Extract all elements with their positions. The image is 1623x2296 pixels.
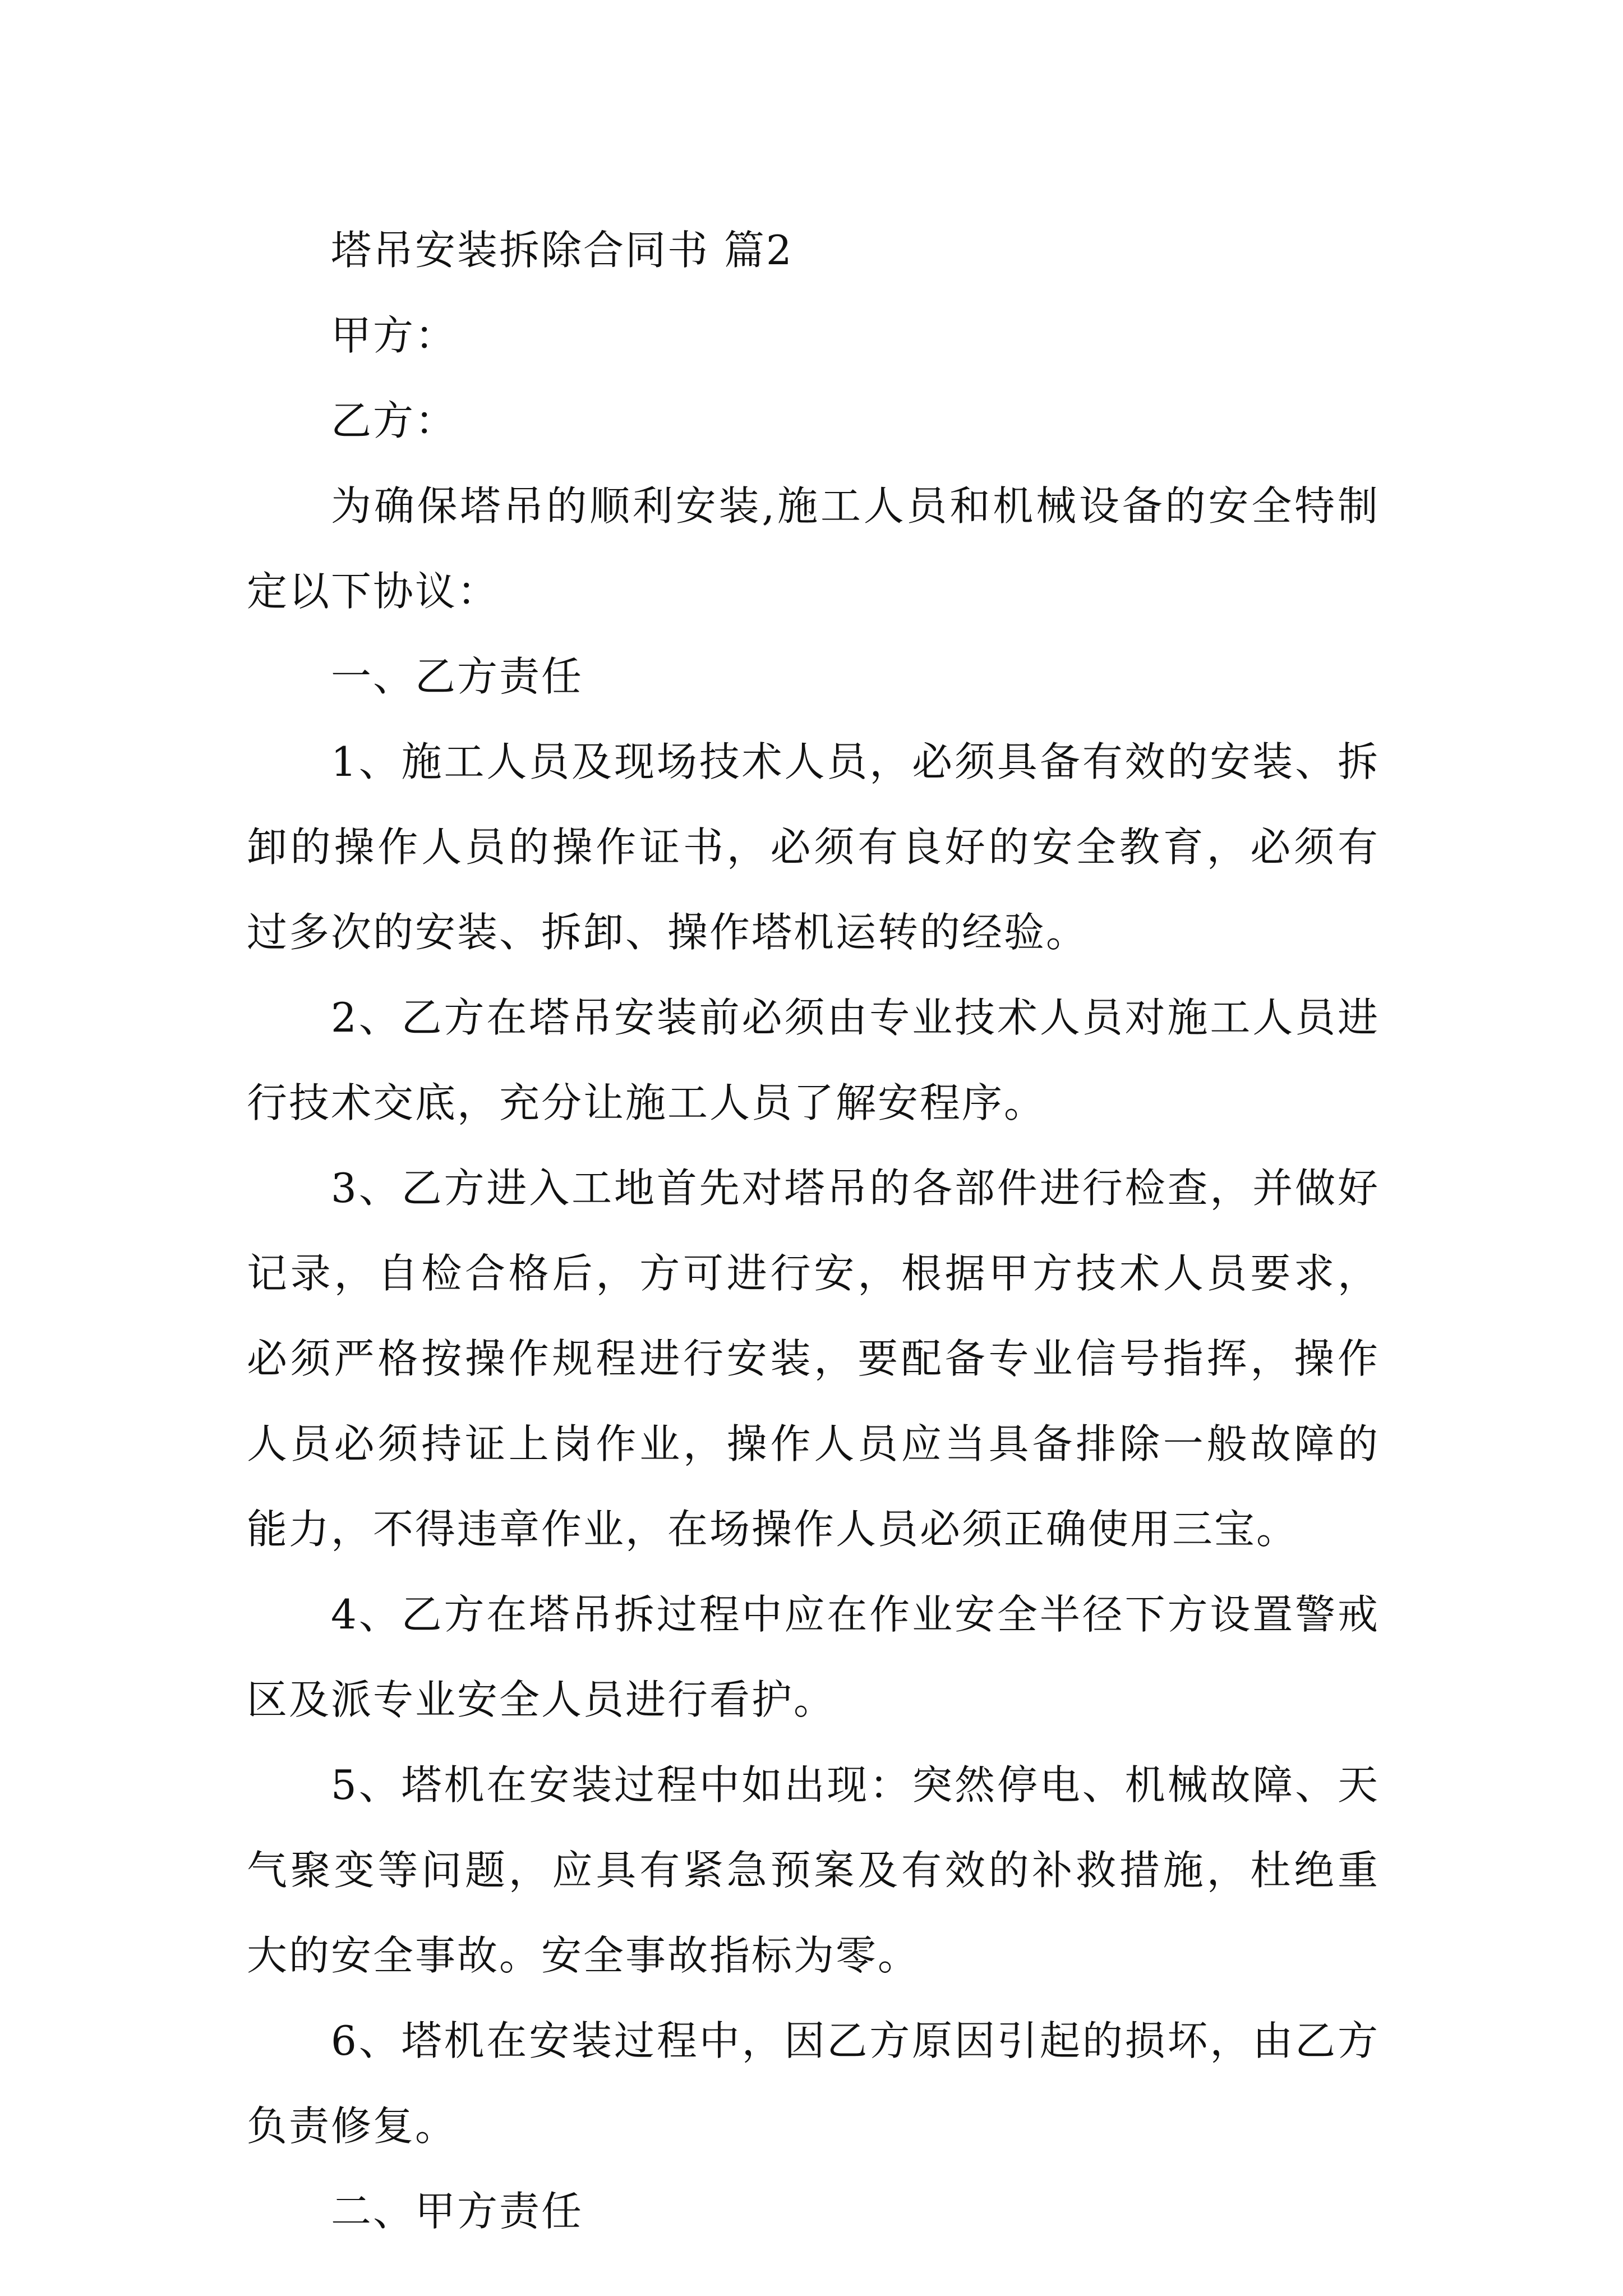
- clause-paragraph-4: 4、乙方在塔吊拆过程中应在作业安全半径下方设置警戒区及派专业安全人员进行看护。: [247, 1591, 1380, 1723]
- preamble-paragraph: 为确保塔吊的顺利安装,施工人员和机械设备的安全特制定以下协议：: [247, 482, 1380, 615]
- clause-paragraph-1: 1、施工人员及现场技术人员，必须具备有效的安装、拆卸的操作人员的操作证书，必须有良好的安全教育，必须有过多次的安装、拆卸、操作塔机运转的经验。: [247, 738, 1380, 956]
- clause-paragraph-2: 2、乙方在塔吊安装前必须由专业技术人员对施工人员进行技术交底，充分让施工人员了解安程序。: [247, 994, 1380, 1126]
- document-body: [247, 208, 1380, 2254]
- party-a-line: 甲方：: [331, 312, 458, 359]
- clause-paragraph-6: 6、塔机在安装过程中，因乙方原因引起的损坏，由乙方负责修复。: [247, 2017, 1380, 2150]
- section-heading-party-b: 一、乙方责任: [331, 653, 584, 700]
- clause-paragraph-3: 3、乙方进入工地首先对塔吊的各部件进行检查，并做好记录，自检合格后，方可进行安，根据甲方技术人员要求，必须严格按操作规程进行安装，要配备专业信号指挥，操作人员必须持证上岗作业，操作人员应当具备排除一般故障的能力，不得违章作业，在场操作人员必须正确使用三宝。: [247, 1165, 1380, 1553]
- section-heading-party-a: 二、甲方责任: [331, 2188, 584, 2235]
- party-b-line: 乙方：: [331, 397, 458, 444]
- document-title: 塔吊安装拆除合同书 篇2: [331, 227, 794, 274]
- clause-paragraph-5: 5、塔机在安装过程中如出现：突然停电、机械故障、天气聚变等问题，应具有紧急预案及有效的补救措施，杜绝重大的安全事故。安全事故指标为零。: [247, 1761, 1380, 1979]
